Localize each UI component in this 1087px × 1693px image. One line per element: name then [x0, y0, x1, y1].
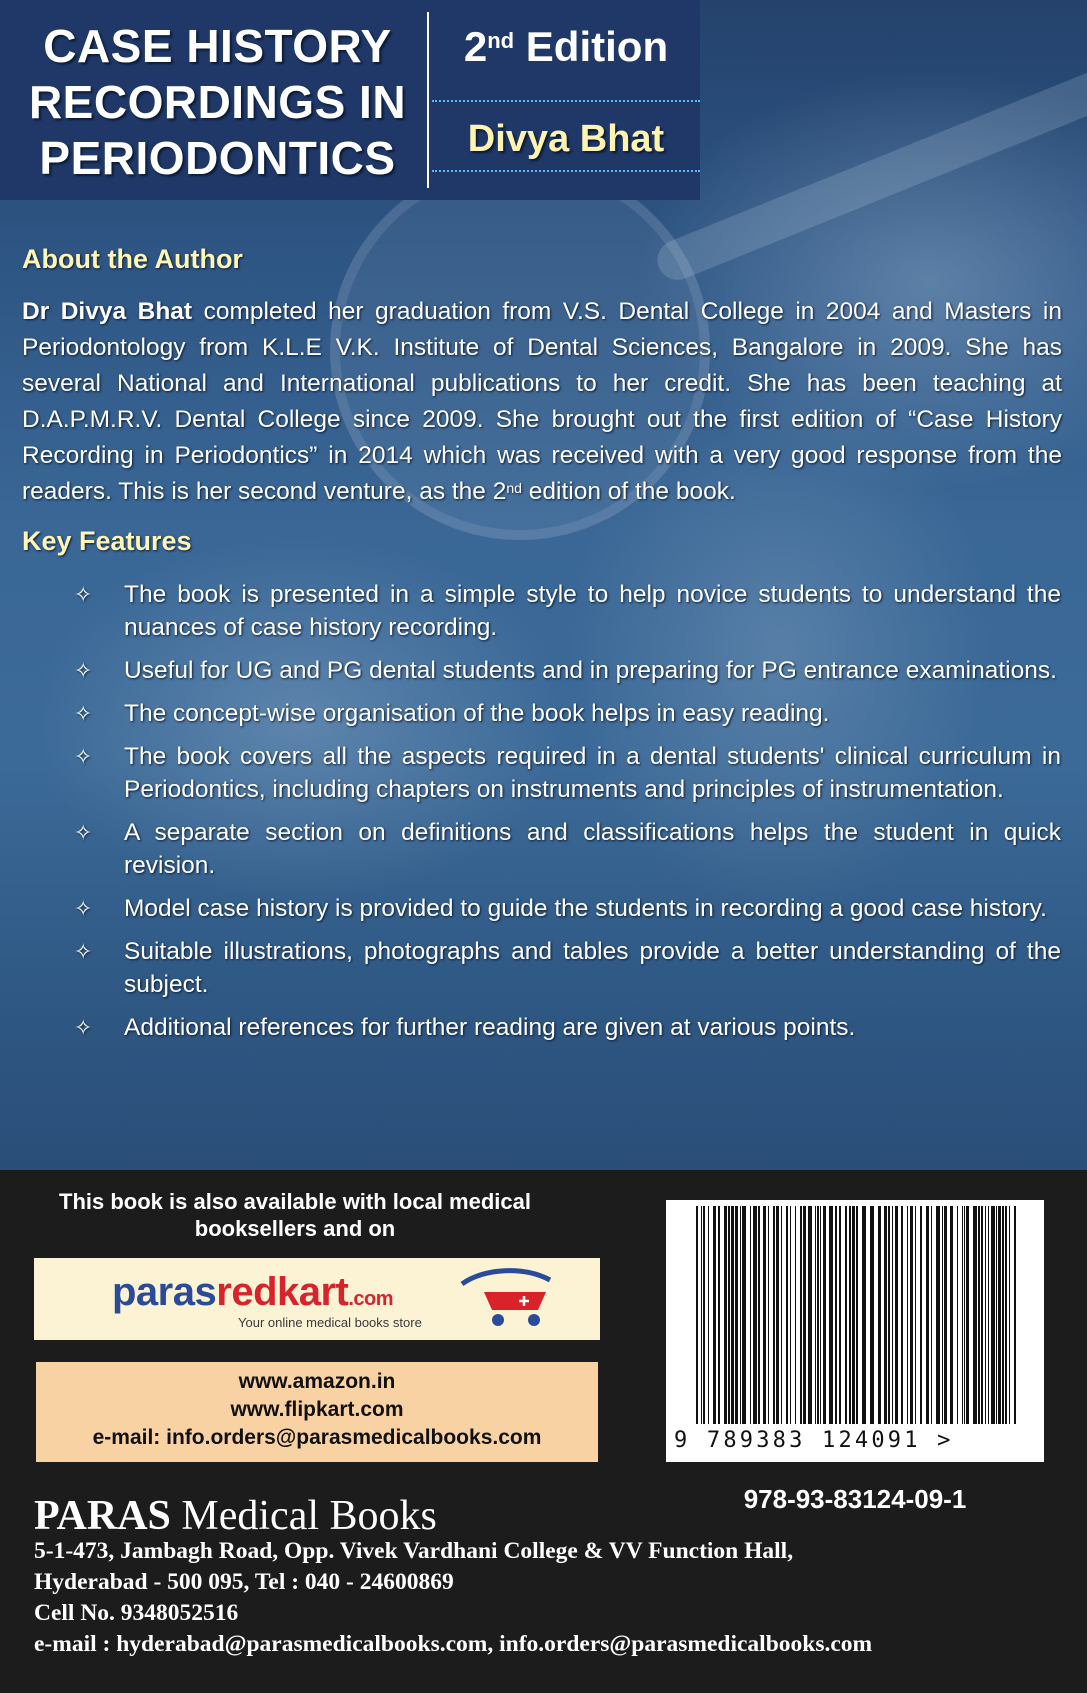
publisher-name-rest: Medical Books — [170, 1493, 437, 1539]
bottom-panel — [0, 1170, 1087, 1693]
dotted-divider — [432, 100, 700, 102]
amazon-link[interactable]: www.amazon.in — [238, 1370, 396, 1393]
feature-text: Suitable illustrations, photographs and tables provide a better understanding of the subject. — [124, 938, 1061, 998]
list-item — [0, 816, 1087, 882]
isbn-number: 978-93-83124-09-1 — [743, 1484, 967, 1514]
four-point-star-outline-icon: ✧ — [74, 744, 93, 769]
list-item — [0, 892, 1087, 925]
dental-instrument-shape — [651, 54, 1087, 286]
edition-label — [432, 22, 700, 72]
edition-number: 2 — [463, 23, 488, 70]
publisher-address — [34, 1536, 1064, 1660]
list-item — [0, 740, 1087, 806]
barcode — [666, 1200, 1044, 1462]
author-full-name: Dr Divya Bhat — [22, 298, 193, 325]
feature-text: Model case history is provided to guide the students in recording a good case history. — [124, 895, 1047, 922]
list-item — [0, 697, 1087, 730]
address-line: Hyderabad - 500 095, Tel : 040 - 24600869 — [34, 1569, 454, 1595]
four-point-star-outline-icon: ✧ — [74, 1015, 93, 1040]
shopping-cart-icon — [454, 1266, 564, 1332]
feature-text: The book covers all the aspects required in a dental students' clinical curriculum in Periodontics, including chapters on instruments and principles of instrumentation. — [124, 743, 1061, 803]
about-text-end: edition of the book. — [521, 478, 736, 505]
book-title — [20, 18, 415, 186]
key-features-heading: Key Features — [22, 526, 192, 556]
logo-part-blue: paras — [112, 1270, 217, 1314]
title-line: CASE HISTORY — [43, 20, 392, 72]
availability-note — [20, 1188, 570, 1242]
logo-part-com: .com — [348, 1288, 394, 1310]
about-sup: nd — [506, 480, 522, 496]
list-item — [0, 935, 1087, 1001]
title-line: PERIODONTICS — [39, 132, 396, 184]
feature-text: The book is presented in a simple style to help novice students to understand the nuances of case history recording. — [124, 581, 1061, 641]
about-paragraph — [22, 294, 1062, 510]
four-point-star-outline-icon: ✧ — [74, 896, 93, 921]
dotted-divider — [432, 170, 700, 172]
publisher-name — [34, 1492, 437, 1540]
publisher-name-bold: PARAS — [34, 1493, 171, 1539]
address-line: Cell No. 9348052516 — [34, 1600, 239, 1626]
four-point-star-outline-icon: ✧ — [74, 820, 93, 845]
feature-text: Additional references for further reading are given at various points. — [124, 1014, 856, 1041]
edition-word: Edition — [525, 23, 669, 70]
orders-email[interactable]: e-mail: info.orders@parasmedicalbooks.com — [92, 1426, 542, 1449]
barcode-digits: 9 789383 124091 > — [674, 1428, 954, 1453]
address-line: e-mail : hyderabad@parasmedicalbooks.com, info.orders@parasmedicalbooks.com — [34, 1631, 873, 1657]
title-box — [0, 0, 700, 200]
parasredkart-logo-box — [34, 1258, 600, 1340]
feature-text: A separate section on definitions and classifications helps the student in quick revision. — [124, 819, 1061, 879]
list-item — [0, 578, 1087, 644]
four-point-star-outline-icon: ✧ — [74, 658, 93, 683]
key-features-list — [0, 578, 1087, 1054]
online-links-box — [36, 1362, 598, 1462]
logo-tagline: Your online medical books store — [238, 1315, 422, 1330]
title-line: RECORDINGS IN — [28, 76, 407, 128]
about-text-main: completed her graduation from V.S. Dental College in 2004 and Masters in Periodontology from K.L.E V.K. Institute of Dental Sciences, Bangalore in 2009. She has several National and International publications to her credit. She has been teaching at D.A.P.M.R.V. Dental College since 2009. She brought out the first edition of “Case History Recording in Periodontics” in 2014 which was received with a very good response from the readers. This is her second venture, as the 2 — [22, 298, 1063, 505]
flipkart-link[interactable]: www.flipkart.com — [230, 1398, 404, 1421]
four-point-star-outline-icon: ✧ — [74, 939, 93, 964]
parasredkart-logo — [112, 1270, 393, 1315]
title-divider — [427, 12, 429, 188]
feature-text: The concept-wise organisation of the book helps in easy reading. — [124, 700, 830, 727]
edition-suffix: nd — [487, 28, 515, 53]
four-point-star-outline-icon: ✧ — [74, 701, 93, 726]
availability-line: booksellers and on — [194, 1216, 396, 1241]
about-heading: About the Author — [22, 244, 243, 274]
list-item — [0, 654, 1087, 687]
feature-text: Useful for UG and PG dental students and in preparing for PG entrance examinations. — [124, 657, 1057, 684]
barcode-bars — [666, 1200, 1044, 1462]
list-item — [0, 1011, 1087, 1044]
logo-part-red: redkart — [216, 1270, 349, 1314]
address-line: 5-1-473, Jambagh Road, Opp. Vivek Vardhani College & VV Function Hall, — [34, 1538, 794, 1564]
four-point-star-outline-icon: ✧ — [74, 582, 93, 607]
author-name: Divya Bhat — [467, 118, 665, 160]
availability-line: This book is also available with local medical — [59, 1189, 531, 1214]
